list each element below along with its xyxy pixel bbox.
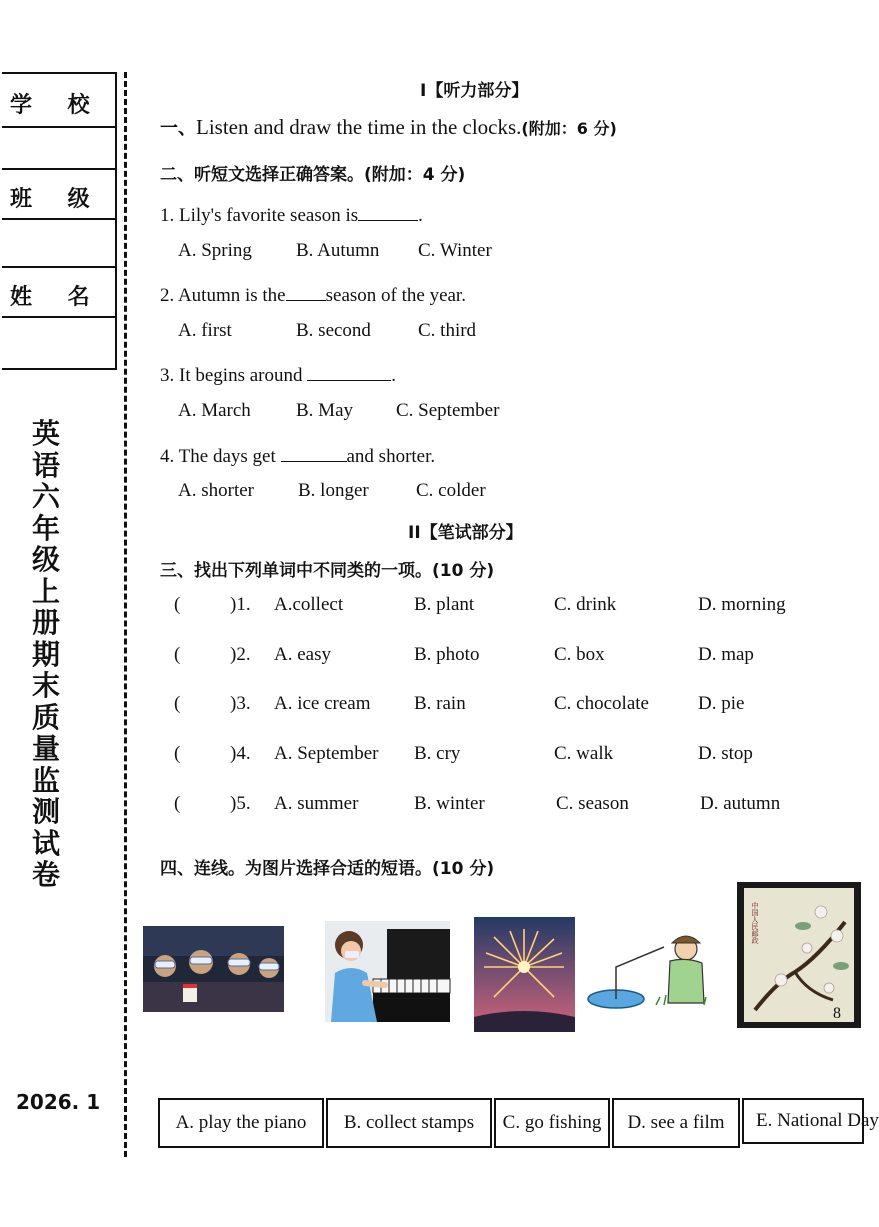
option-a: A. September <box>274 743 379 764</box>
item-number: )3. <box>230 693 251 714</box>
title-char: 期 <box>31 637 60 671</box>
answer-paren[interactable]: ( <box>174 793 181 814</box>
option-c: C. season <box>556 793 629 814</box>
question-text: Listen and draw the time in the clocks. <box>196 115 522 139</box>
odd-one-out-row <box>168 594 848 622</box>
title-char: 语 <box>31 448 60 482</box>
cinema-audience-image <box>143 926 284 1012</box>
listening-item-3 <box>160 364 396 387</box>
listening-item-1 <box>160 204 423 227</box>
boy-fishing-image <box>586 927 714 1015</box>
item-number: )5. <box>230 793 251 814</box>
title-char: 上 <box>31 574 60 608</box>
answer-paren[interactable]: ( <box>174 743 181 764</box>
question-1-heading <box>160 114 617 140</box>
option[interactable]: C. September <box>396 400 500 421</box>
divider <box>2 316 115 318</box>
title-char: 试 <box>31 826 60 860</box>
option[interactable]: C. Winter <box>418 240 492 261</box>
listening-section-header: I【听力部分】 <box>420 81 529 101</box>
answer-blank[interactable] <box>358 204 418 221</box>
option[interactable]: B. May <box>296 400 353 421</box>
option-c: C. chocolate <box>554 693 649 714</box>
odd-one-out-row <box>168 644 848 672</box>
option-a: A. ice cream <box>274 693 371 714</box>
name-label: 姓 名 <box>10 285 104 310</box>
title-char: 六 <box>31 480 60 513</box>
answer-paren[interactable]: ( <box>174 594 181 615</box>
item-text: and shorter. <box>346 446 436 467</box>
binding-dashed-line <box>124 72 127 1157</box>
divider <box>2 168 115 170</box>
odd-one-out-row <box>168 743 848 771</box>
question-number: 一、 <box>160 118 196 139</box>
phrase-box-see-film[interactable]: D. see a film <box>612 1098 740 1148</box>
odd-one-out-row <box>168 693 848 721</box>
question-2-heading: 二、听短文选择正确答案。(附加：4 分) <box>160 165 466 185</box>
odd-one-out-row <box>168 793 848 821</box>
title-char: 测 <box>31 795 60 828</box>
option[interactable]: A. first <box>178 320 232 341</box>
item-text: 1. Lily's favorite season is <box>160 205 359 226</box>
title-char: 监 <box>31 763 60 797</box>
option-c: C. drink <box>554 594 617 615</box>
title-char: 册 <box>31 606 60 639</box>
divider <box>2 266 115 268</box>
option-c: C. walk <box>554 743 614 764</box>
stamp-picture <box>737 882 861 1028</box>
title-char: 末 <box>31 669 60 702</box>
exam-date: 2026. 1 <box>16 1090 101 1114</box>
fishing-picture <box>586 927 714 1015</box>
school-label: 学 校 <box>10 93 104 118</box>
option-d: D. map <box>698 644 754 665</box>
listening-item-2 <box>160 284 466 307</box>
answer-blank[interactable] <box>307 364 391 381</box>
fireworks-picture <box>474 917 575 1032</box>
writing-section-header: II【笔试部分】 <box>408 523 523 543</box>
option[interactable]: B. longer <box>298 480 369 501</box>
option[interactable]: C. third <box>418 320 477 341</box>
phrase-box-go-fishing[interactable]: C. go fishing <box>494 1098 610 1148</box>
piano-picture <box>325 921 450 1022</box>
stamp-country-text: 中国人民邮政 <box>751 902 759 944</box>
divider <box>2 218 115 220</box>
answer-blank[interactable] <box>281 445 347 462</box>
option-b: B. rain <box>414 693 466 714</box>
item-text: 4. The days get <box>160 446 276 467</box>
postage-stamp-image <box>737 882 861 1028</box>
listening-item-4 <box>160 445 435 468</box>
question-3-heading: 三、找出下列单词中不同类的一项。(10 分) <box>160 561 495 581</box>
answer-paren[interactable]: ( <box>174 644 181 665</box>
exam-title-vertical <box>28 418 64 891</box>
class-label: 班 级 <box>10 187 104 212</box>
item-text: season of the year. <box>325 285 466 306</box>
title-char: 年 <box>31 511 60 545</box>
girl-playing-piano-image <box>325 921 450 1022</box>
option-b: B. cry <box>414 743 461 764</box>
option-b: B. plant <box>414 594 475 615</box>
question-4-heading: 四、连线。为图片选择合适的短语。(10 分) <box>160 859 495 879</box>
question-points: (附加：6 分) <box>521 119 617 138</box>
title-char: 英 <box>31 417 60 450</box>
option-a: A. summer <box>274 793 359 814</box>
item-text: 2. Autumn is the <box>160 285 286 306</box>
phrase-box-national-day[interactable]: E. National Day <box>742 1098 864 1144</box>
title-char: 质 <box>31 700 60 734</box>
option[interactable]: A. Spring <box>178 240 252 261</box>
option[interactable]: B. second <box>296 320 371 341</box>
option[interactable]: B. Autumn <box>296 240 380 261</box>
option-a: A. easy <box>274 644 331 665</box>
item-number: )2. <box>230 644 251 665</box>
stamp-value-text: 8 <box>833 1005 841 1022</box>
option-a: A.collect <box>274 594 344 615</box>
answer-blank[interactable] <box>286 284 326 301</box>
title-char: 卷 <box>31 858 60 891</box>
option-b: B. winter <box>414 793 485 814</box>
option-d: D. pie <box>698 693 745 714</box>
item-text: 3. It begins around <box>160 365 303 386</box>
option-d: D. stop <box>698 743 753 764</box>
option[interactable]: A. March <box>178 400 251 421</box>
answer-paren[interactable]: ( <box>174 693 181 714</box>
option[interactable]: A. shorter <box>178 480 254 501</box>
option[interactable]: C. colder <box>416 480 486 501</box>
divider <box>2 126 115 128</box>
item-number: )1. <box>230 594 251 615</box>
phrase-box-collect-stamps[interactable]: B. collect stamps <box>326 1098 492 1148</box>
title-char: 级 <box>31 543 60 576</box>
option-d: D. morning <box>698 594 786 615</box>
option-d: D. autumn <box>700 793 781 814</box>
option-b: B. photo <box>414 644 480 665</box>
item-text: . <box>391 365 396 386</box>
cinema-picture <box>143 926 284 1012</box>
title-char: 量 <box>31 732 60 765</box>
fireworks-image <box>474 917 575 1032</box>
option-c: C. box <box>554 644 605 665</box>
item-text: . <box>418 205 423 226</box>
student-info-box <box>2 72 117 370</box>
item-number: )4. <box>230 743 251 764</box>
phrase-box-play-piano[interactable]: A. play the piano <box>158 1098 324 1148</box>
